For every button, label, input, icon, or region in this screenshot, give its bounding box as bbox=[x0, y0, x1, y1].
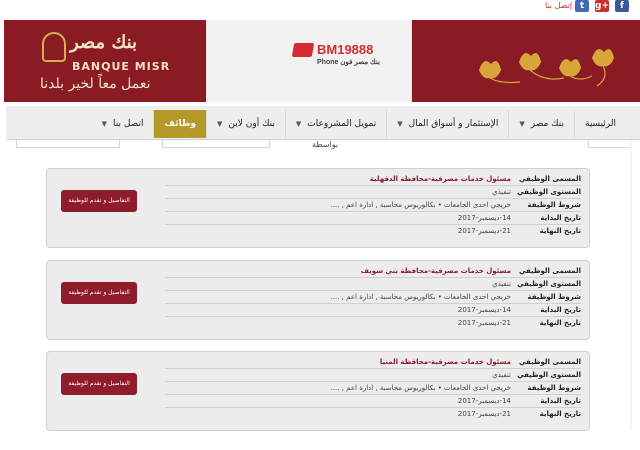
job-row-title bbox=[165, 173, 581, 186]
nav-contact[interactable] bbox=[92, 110, 154, 138]
job-requirements-value: خريجي احدى الجامعات • بكالوريوس محاسبة , ادارة اعم , .... bbox=[330, 293, 511, 301]
contact-link[interactable]: إتصل بنا bbox=[545, 1, 573, 10]
job-start-label: تاريخ البداية bbox=[540, 397, 581, 405]
job-requirements-label: شروط الوظيفة bbox=[527, 384, 581, 392]
job-row-end bbox=[165, 317, 581, 330]
job-level-label: المستوى الوظيفي bbox=[517, 188, 581, 196]
nav-project-finance-label: تمويل المشروعات bbox=[307, 119, 377, 129]
job-title-label: المسمى الوظيفي bbox=[518, 267, 581, 275]
filter-field-3[interactable] bbox=[588, 140, 632, 148]
filter-bar bbox=[14, 140, 634, 156]
filter-field-2[interactable] bbox=[162, 140, 270, 148]
bm-phone-arabic: بنك مصر فون bbox=[340, 59, 380, 66]
job-title-label: المسمى الوظيفي bbox=[518, 358, 581, 366]
bank-logo[interactable] bbox=[4, 20, 204, 102]
nav-investment[interactable] bbox=[386, 110, 508, 138]
job-start-label: تاريخ البداية bbox=[540, 306, 581, 314]
nav-jobs-label: وظائف bbox=[164, 119, 197, 129]
bm-phone-logo bbox=[317, 42, 373, 57]
job-row-end bbox=[165, 408, 581, 421]
job-title-value[interactable]: مسئول خدمات مصرفية-محافظة الدقهلية bbox=[369, 175, 511, 183]
apply-button[interactable]: التفاصيل و تقدم للوظيفة bbox=[61, 190, 137, 212]
filter-field-1[interactable] bbox=[16, 140, 120, 148]
job-title-label: المسمى الوظيفي bbox=[518, 175, 581, 183]
job-level-value: تنفيذي bbox=[492, 371, 511, 379]
facebook-icon[interactable]: f bbox=[615, 0, 629, 12]
job-end-label: تاريخ النهاية bbox=[539, 319, 581, 327]
job-level-value: تنفيذي bbox=[492, 188, 511, 196]
nav-banque-misr-label: بنك مصر bbox=[530, 119, 564, 129]
nav-online-banking-label: بنك أون لاين bbox=[228, 119, 275, 129]
main-nav bbox=[6, 106, 640, 140]
tulip-decoration-icon bbox=[474, 40, 624, 90]
job-end-value: 21-ديسمبر-2017 bbox=[457, 319, 511, 327]
nav-investment-label: الإستثمار و أسواق المال bbox=[408, 119, 499, 129]
chevron-down-icon: ▼ bbox=[101, 120, 108, 128]
nav-banque-misr[interactable] bbox=[508, 110, 574, 138]
job-end-value: 21-ديسمبر-2017 bbox=[457, 410, 511, 418]
bm-phone-banner[interactable] bbox=[206, 20, 412, 102]
chevron-down-icon: ▼ bbox=[519, 120, 525, 128]
bank-tagline: نعمل معاً لخير بلدنا bbox=[40, 76, 151, 92]
bm-phone-icon bbox=[292, 43, 314, 57]
nav-contact-label: اتصل بنا bbox=[113, 119, 144, 129]
job-level-label: المستوى الوظيفي bbox=[517, 371, 581, 379]
job-level-value: تنفيذي bbox=[492, 280, 511, 288]
bank-name-english: BANQUE MISR bbox=[72, 60, 171, 73]
job-requirements-value: خريجي احدى الجامعات • بكالوريوس محاسبة , ادارة اعم , .... bbox=[330, 201, 511, 209]
scroll-edge bbox=[630, 140, 632, 430]
job-start-value: 14-ديسمبر-2017 bbox=[457, 306, 511, 314]
bank-name-arabic: بنك مصر bbox=[70, 32, 138, 53]
nav-home-label: الرئيسية bbox=[585, 119, 616, 129]
job-requirements-label: شروط الوظيفة bbox=[527, 293, 581, 301]
job-requirements-value: خريجي احدى الجامعات • بكالوريوس محاسبة , ادارة اعم , .... bbox=[330, 384, 511, 392]
bank-emblem-icon bbox=[42, 32, 66, 62]
job-row-level bbox=[165, 369, 581, 382]
apply-button[interactable]: التفاصيل و تقدم للوظيفة bbox=[61, 282, 137, 304]
job-row-requirements bbox=[165, 199, 581, 212]
job-card bbox=[46, 260, 590, 340]
twitter-icon[interactable]: t bbox=[575, 0, 589, 12]
job-title-value[interactable]: مسئول خدمات مصرفية-محافظة بني سويف bbox=[360, 267, 511, 275]
chevron-down-icon: ▼ bbox=[217, 120, 223, 128]
apply-button[interactable]: التفاصيل و تقدم للوظيفة bbox=[61, 373, 137, 395]
chevron-down-icon: ▼ bbox=[295, 120, 302, 128]
job-end-label: تاريخ النهاية bbox=[539, 410, 581, 418]
job-start-value: 14-ديسمبر-2017 bbox=[457, 397, 511, 405]
job-level-label: المستوى الوظيفي bbox=[517, 280, 581, 288]
job-row-title bbox=[165, 356, 581, 369]
bm-phone-number: 19888 bbox=[337, 42, 374, 57]
job-row-start bbox=[165, 395, 581, 408]
job-card bbox=[46, 351, 590, 431]
chevron-down-icon: ▼ bbox=[397, 120, 403, 128]
job-row-level bbox=[165, 278, 581, 291]
job-row-requirements bbox=[165, 382, 581, 395]
job-end-label: تاريخ النهاية bbox=[539, 227, 581, 235]
job-end-value: 21-ديسمبر-2017 bbox=[457, 227, 511, 235]
header-banner bbox=[4, 20, 640, 102]
job-row-requirements bbox=[165, 291, 581, 304]
job-requirements-label: شروط الوظيفة bbox=[527, 201, 581, 209]
nav-jobs[interactable] bbox=[153, 110, 206, 138]
nav-home[interactable] bbox=[574, 110, 626, 138]
job-row-title bbox=[165, 265, 581, 278]
job-title-value[interactable]: مسئول خدمات مصرفية-محافظة المنيا bbox=[379, 358, 511, 366]
nav-online-banking[interactable] bbox=[206, 110, 285, 138]
bm-phone-prefix: BM bbox=[317, 42, 338, 57]
job-card bbox=[46, 168, 590, 248]
job-row-start bbox=[165, 212, 581, 225]
job-row-level bbox=[165, 186, 581, 199]
job-start-value: 14-ديسمبر-2017 bbox=[457, 214, 511, 222]
job-start-label: تاريخ البداية bbox=[540, 214, 581, 222]
filter-label: بواسطة bbox=[312, 140, 339, 149]
bm-phone-word: Phone bbox=[317, 59, 339, 66]
top-bar bbox=[0, 0, 640, 20]
nav-project-finance[interactable] bbox=[285, 110, 386, 138]
bm-phone-sub bbox=[317, 58, 380, 66]
google-plus-icon[interactable]: g+ bbox=[595, 1, 609, 11]
job-row-start bbox=[165, 304, 581, 317]
job-row-end bbox=[165, 225, 581, 238]
